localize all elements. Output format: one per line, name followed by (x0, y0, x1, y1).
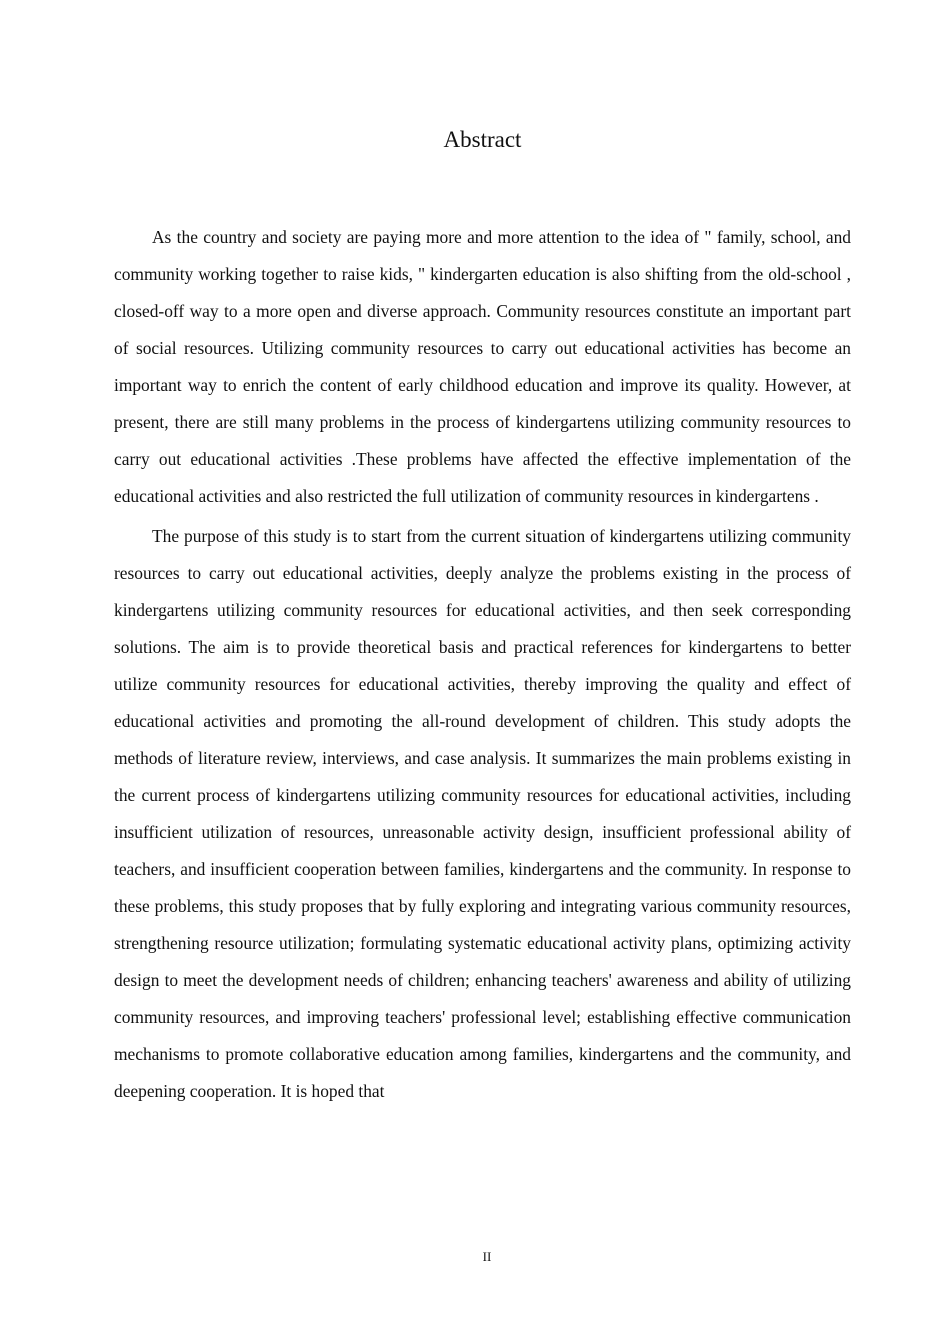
abstract-body (114, 219, 851, 1110)
abstract-paragraph-1: As the country and society are paying more and more attention to the idea of " family, school, and community working together to raise kids, " kindergarten education is also shifting from the old-school , closed-off way to a more open and diverse approach. Community resources constitute an important part of social resources. Utilizing community resources to carry out educational activities has become an important way to enrich the content of early childhood education and improve its quality. However, at present, there are still many problems in the process of kindergartens utilizing community resources to carry out educational activities .These problems have affected the effective implementation of the educational activities and also restricted the full utilization of community resources in kindergartens . (114, 227, 851, 506)
abstract-paragraph-2: The purpose of this study is to start from the current situation of kindergartens utilizing community resources to carry out educational activities, deeply analyze the problems existing in the process of kindergartens utilizing community resources for educational activities, and then seek corresponding solutions. The aim is to provide theoretical basis and practical references for kindergartens to better utilize community resources for educational activities, thereby improving the quality and effect of educational activities and promoting the all-round development of children. This study adopts the methods of literature review, interviews, and case analysis. It summarizes the main problems existing in the current process of kindergartens utilizing community resources for educational activities, including insufficient utilization of resources, unreasonable activity design, insufficient professional ability of teachers, and insufficient cooperation between families, kindergartens and the community. In response to these problems, this study proposes that by fully exploring and integrating various community resources, strengthening resource utilization; formulating systematic educational activity plans, optimizing activity design to meet the development needs of children; enhancing teachers' awareness and ability of utilizing community resources, and improving teachers' professional level; establishing effective communication mechanisms to promote collaborative education among families, kindergartens and the community, and deepening cooperation. It is hoped that (114, 526, 851, 1101)
page-title: Abstract (443, 127, 522, 152)
page-number: II (482, 1249, 492, 1264)
